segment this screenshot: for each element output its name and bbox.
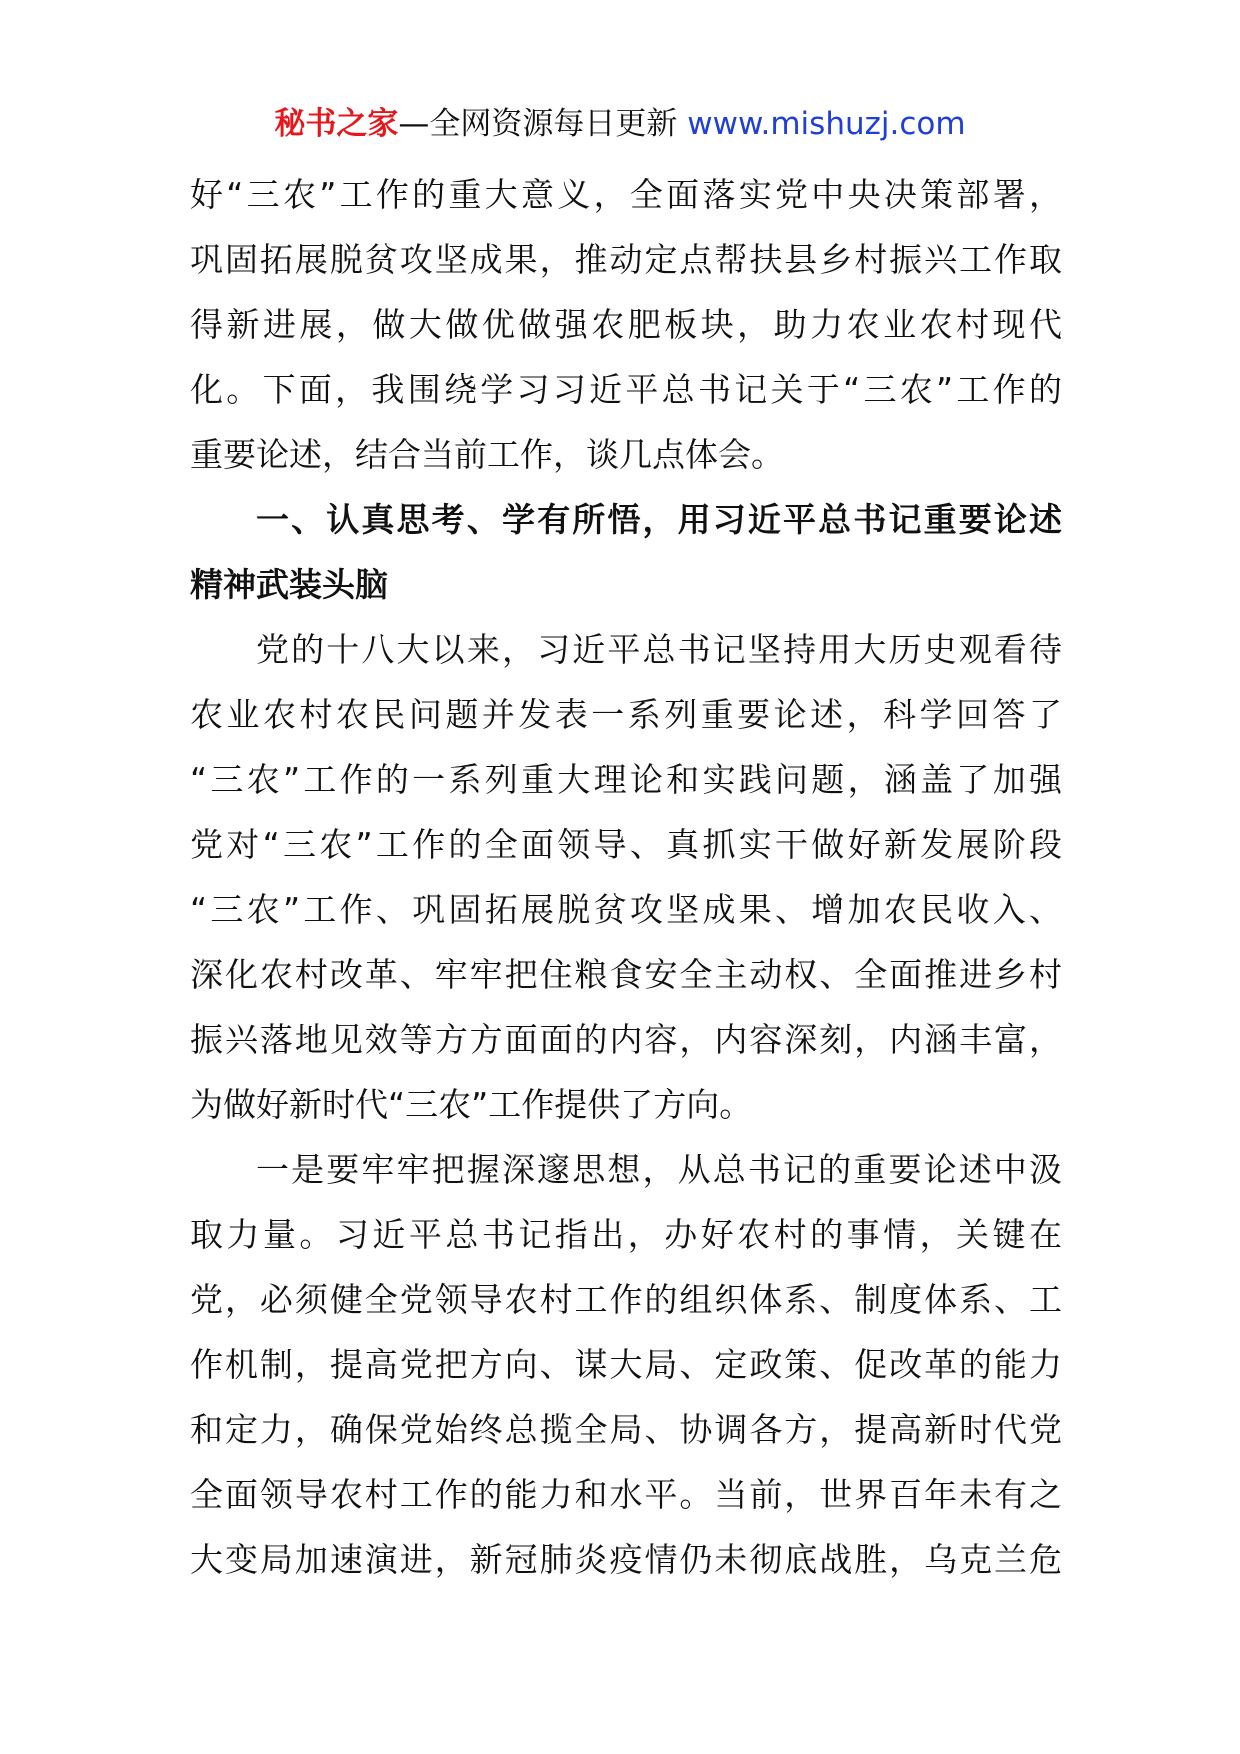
section-heading-line: 精神武装头脑 bbox=[190, 565, 388, 604]
paragraph-line: 大变局加速演进，新冠肺炎疫情仍未彻底战胜，乌克兰危 bbox=[190, 1540, 1062, 1579]
paragraph-line: “三农”工作、巩固拓展脱贫攻坚成果、增加农民收入、 bbox=[190, 890, 1062, 929]
brand-name: 秘书之家 bbox=[274, 106, 399, 142]
header-tagline: —全网资源每日更新 bbox=[398, 106, 688, 142]
paragraph-line: 深化农村改革、牢牢把住粮食安全主动权、全面推进乡村 bbox=[190, 955, 1062, 994]
paragraph-line: 为做好新时代“三农”工作提供了方向。 bbox=[190, 1085, 753, 1124]
header-url-link[interactable]: www.mishuzj.com bbox=[687, 106, 966, 142]
paragraph-line: 党对“三农”工作的全面领导、真抓实干做好新发展阶段 bbox=[190, 825, 1062, 864]
paragraph-line: 党，必须健全党领导农村工作的组织体系、制度体系、工 bbox=[190, 1280, 1062, 1319]
paragraph-line: 一是要牢牢把握深邃思想，从总书记的重要论述中汲 bbox=[256, 1150, 1062, 1189]
paragraph-line: 化。下面，我围绕学习习近平总书记关于“三农”工作的 bbox=[190, 370, 1062, 409]
document-body bbox=[190, 162, 1062, 1592]
section-heading-line: 一、认真思考、学有所悟，用习近平总书记重要论述 bbox=[256, 500, 1062, 539]
paragraph-line: 全面领导农村工作的能力和水平。当前，世界百年未有之 bbox=[190, 1475, 1062, 1514]
paragraph-line: 振兴落地见效等方方面面的内容，内容深刻，内涵丰富， bbox=[190, 1020, 1062, 1059]
paragraph-line: 得新进展，做大做优做强农肥板块，助力农业农村现代 bbox=[190, 305, 1062, 344]
paragraph-line: 重要论述，结合当前工作，谈几点体会。 bbox=[190, 435, 784, 474]
paragraph-line: 农业农村农民问题并发表一系列重要论述，科学回答了 bbox=[190, 695, 1062, 734]
page-header bbox=[0, 104, 1240, 144]
paragraph-line: 取力量。习近平总书记指出，办好农村的事情，关键在 bbox=[190, 1215, 1062, 1254]
paragraph-line: “三农”工作的一系列重大理论和实践问题，涵盖了加强 bbox=[190, 760, 1062, 799]
paragraph-line: 党的十八大以来，习近平总书记坚持用大历史观看待 bbox=[256, 630, 1062, 669]
paragraph-line: 作机制，提高党把方向、谋大局、定政策、促改革的能力 bbox=[190, 1345, 1062, 1384]
paragraph-line: 好“三农”工作的重大意义，全面落实党中央决策部署， bbox=[190, 175, 1062, 214]
paragraph-line: 和定力，确保党始终总揽全局、协调各方，提高新时代党 bbox=[190, 1410, 1062, 1449]
paragraph-line: 巩固拓展脱贫攻坚成果，推动定点帮扶县乡村振兴工作取 bbox=[190, 240, 1062, 279]
